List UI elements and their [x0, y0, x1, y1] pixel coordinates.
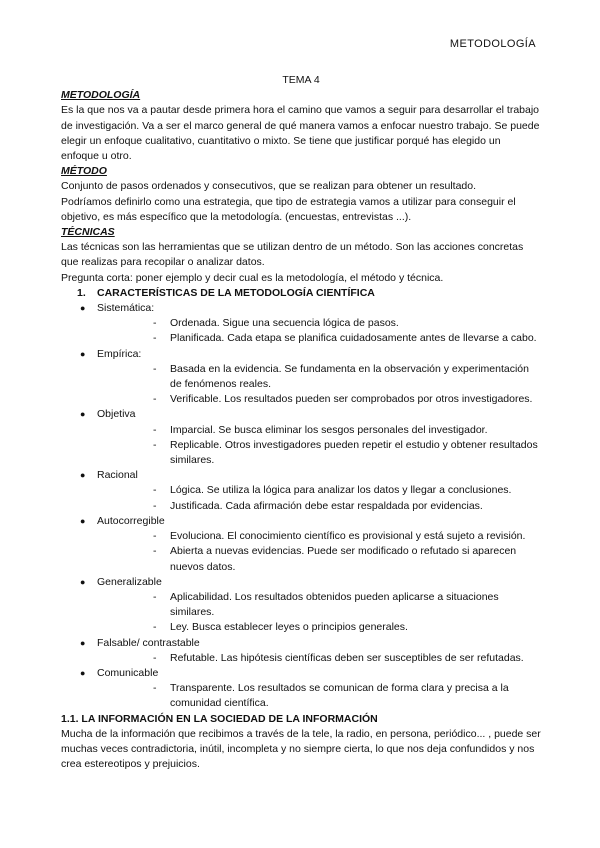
section-1-number: 1.: [77, 286, 86, 299]
subitem-text: Justificada. Cada afirmación debe estar respaldada por evidencias.: [170, 499, 483, 512]
metodo-text-1: Conjunto de pasos ordenados y consecutivos, que se realizan para obtener un resultado.: [61, 180, 477, 193]
metodo-heading: MÉTODO: [61, 165, 107, 178]
characteristic-sublist: [97, 590, 541, 636]
metodologia-text: Es la que nos va a pautar desde primera hora el camino que vamos a seguir para desarrollar el trabajo de investigación. Va a ser el marco general de qué manera vamos a enfocar nuestro trabajo. Se puede elegir un enfoque cualitativo, cuantitativo o mixto. Se tiene que justificar porqué has elegido un enfoque u otro.: [61, 104, 540, 163]
subitem-text: Transparente. Los resultados se comunican de forma clara y precisa a la comunidad científica.: [170, 682, 509, 710]
characteristic-subitem: [97, 362, 541, 392]
characteristic-label: Generalizable: [97, 575, 162, 588]
characteristic-subitem: [97, 651, 541, 666]
dash-icon: -: [153, 621, 157, 634]
metodologia-heading: METODOLOGÍA: [61, 89, 141, 102]
bullet-icon: ●: [80, 303, 86, 314]
characteristic-subitem: [97, 681, 541, 711]
characteristic-sublist: [97, 362, 541, 408]
characteristic-subitem: [97, 438, 541, 468]
characteristic-subitem: [97, 499, 541, 514]
page-header: METODOLOGÍA: [449, 38, 536, 50]
metodo-text-2: Podríamos definirlo como una estrategia, que tipo de estrategia vamos a utilizar para conseguir el objetivo, es más específico que la metodología. (encuestas, entrevistas ...).: [61, 195, 516, 223]
bullet-icon: ●: [80, 515, 86, 526]
characteristic-label: Empírica:: [97, 347, 142, 360]
subitem-text: Ordenada. Sigue una secuencia lógica de pasos.: [170, 317, 399, 330]
subitem-text: Basada en la evidencia. Se fundamenta en la observación y experimentación de fenómenos reales.: [170, 362, 529, 391]
characteristic-label: Sistemática:: [97, 302, 155, 315]
characteristic-sublist: [97, 316, 541, 346]
dash-icon: -: [153, 484, 157, 497]
doc-title: TEMA 4: [282, 74, 320, 86]
characteristic-subitem: [97, 316, 541, 331]
characteristics-list: [61, 301, 541, 711]
characteristic-sublist: [97, 651, 541, 666]
bullet-icon: ●: [80, 409, 86, 420]
characteristic-sublist: [97, 529, 541, 575]
characteristic-item: [61, 575, 541, 636]
section-1-heading: [61, 286, 541, 301]
characteristic-subitem: [97, 331, 541, 346]
characteristic-subitem: [97, 423, 541, 438]
section-1-1-text: Mucha de la información que recibimos a través de la tele, la radio, en persona, periódico... , puede ser muchas veces contradictoria, inútil, incompleta y no siempre cierta, lo que nos deja confundidos y nos crea estereotipos y prejuicios.: [61, 727, 541, 771]
bullet-icon: ●: [80, 576, 86, 587]
characteristic-subitem: [97, 544, 541, 574]
characteristic-subitem: [97, 529, 541, 544]
characteristic-sublist: [97, 423, 541, 469]
characteristic-subitem: [97, 590, 541, 620]
subitem-text: Lógica. Se utiliza la lógica para analizar los datos y llegar a conclusiones.: [170, 484, 512, 497]
subitem-text: Evoluciona. El conocimiento científico es provisional y está sujeto a revisión.: [170, 530, 526, 543]
tecnicas-heading: TÉCNICAS: [61, 226, 115, 239]
subitem-text: Aplicabilidad. Los resultados obtenidos pueden aplicarse a situaciones similares.: [170, 590, 499, 619]
bullet-icon: ●: [80, 667, 86, 678]
characteristic-item: [61, 347, 541, 408]
dash-icon: -: [153, 682, 157, 695]
characteristic-label: Falsable/ contrastable: [97, 636, 200, 649]
dash-icon: -: [153, 438, 157, 451]
dash-icon: -: [153, 332, 157, 345]
characteristic-item: [61, 301, 541, 347]
characteristic-subitem: [97, 620, 541, 635]
subitem-text: Refutable. Las hipótesis científicas deben ser susceptibles de ser refutadas.: [170, 651, 524, 664]
characteristic-item: [61, 514, 541, 575]
document-body: [61, 73, 541, 772]
dash-icon: -: [153, 651, 157, 664]
characteristic-item: [61, 666, 541, 712]
dash-icon: -: [153, 317, 157, 330]
tecnicas-text-1: Las técnicas son las herramientas que se utilizan dentro de un método. Son las acciones concretas que realizas para recopilar o analizar datos.: [61, 241, 524, 269]
characteristic-sublist: [97, 483, 541, 513]
tecnicas-text-2: Pregunta corta: poner ejemplo y decir cual es la metodología, el método y técnica.: [61, 271, 444, 284]
characteristic-item: [61, 636, 541, 666]
bullet-icon: ●: [80, 348, 86, 359]
characteristic-item: [61, 407, 541, 468]
bullet-icon: ●: [80, 470, 86, 481]
dash-icon: -: [153, 590, 157, 603]
bullet-icon: ●: [80, 637, 86, 648]
characteristic-label: Comunicable: [97, 666, 159, 679]
section-1-title: CARACTERÍSTICAS DE LA METODOLOGÍA CIENTÍFICA: [97, 286, 375, 299]
dash-icon: -: [153, 362, 157, 375]
characteristic-subitem: [97, 392, 541, 407]
characteristic-label: Autocorregible: [97, 514, 165, 527]
subitem-text: Abierta a nuevas evidencias. Puede ser modificado o refutado si aparecen nuevos datos.: [170, 545, 517, 573]
subitem-text: Replicable. Otros investigadores pueden repetir el estudio y obtener resultados similares.: [170, 438, 538, 467]
characteristic-subitem: [97, 483, 541, 498]
subitem-text: Ley. Busca establecer leyes o principios generales.: [170, 621, 408, 634]
characteristic-sublist: [97, 681, 541, 711]
dash-icon: -: [153, 423, 157, 436]
subitem-text: Imparcial. Se busca eliminar los sesgos personales del investigador.: [170, 423, 488, 436]
dash-icon: -: [153, 530, 157, 543]
dash-icon: -: [153, 499, 157, 512]
dash-icon: -: [153, 393, 157, 406]
subitem-text: Planificada. Cada etapa se planifica cuidadosamente antes de llevarse a cabo.: [170, 332, 537, 345]
characteristic-label: Racional: [97, 469, 138, 482]
section-1-1-heading: 1.1. LA INFORMACIÓN EN LA SOCIEDAD DE LA INFORMACIÓN: [61, 712, 378, 725]
dash-icon: -: [153, 545, 157, 558]
subitem-text: Verificable. Los resultados pueden ser comprobados por otros investigadores.: [170, 393, 533, 406]
characteristic-label: Objetiva: [97, 408, 136, 421]
characteristic-item: [61, 468, 541, 514]
